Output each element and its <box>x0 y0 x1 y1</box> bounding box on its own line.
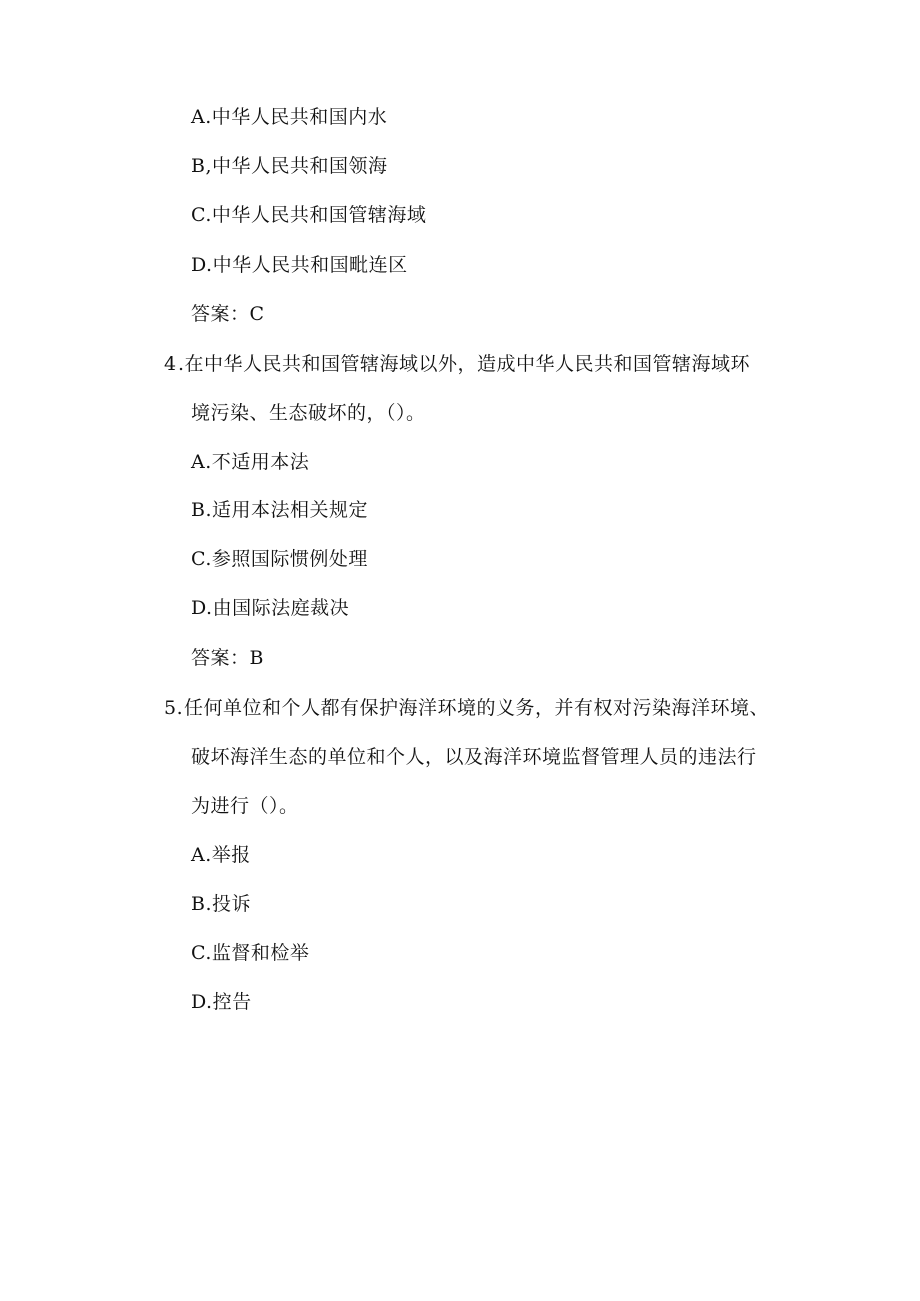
q4-option-d: D.由国际法庭裁决 <box>191 597 350 619</box>
q4-text-line-2: 境污染、生态破坏的，（）。 <box>191 402 426 424</box>
q5-text-line-3: 为进行（）。 <box>191 795 299 817</box>
q5-text-line-2: 破坏海洋生态的单位和个人，以及海洋环境监督管理人员的违法行 <box>191 746 757 768</box>
q4-number: 4 <box>164 353 177 375</box>
q4-option-b: B.适用本法相关规定 <box>191 499 369 521</box>
q3-option-b: B,中华人民共和国领海 <box>191 155 388 177</box>
q5-option-c: C.监督和检举 <box>191 942 310 964</box>
q5-number: 5. <box>164 697 184 719</box>
q3-option-a: A.中华人民共和国内水 <box>191 106 388 128</box>
q5-option-b: B.投诉 <box>191 893 252 915</box>
q5-option-d: D.控告 <box>191 991 252 1013</box>
q4-option-c: C.参照国际惯例处理 <box>191 548 368 570</box>
q5-option-a: A.举报 <box>191 844 251 866</box>
q3-answer: 答案：C <box>191 303 265 325</box>
q4-text-line-1: .在中华人民共和国管辖海域以外，造成中华人民共和国管辖海域环 <box>178 353 751 375</box>
q4-answer: 答案：B <box>191 647 264 669</box>
q5-text-line-1: 任何单位和个人都有保护海洋环境的义务，并有权对污染海洋环境、 <box>184 697 770 719</box>
q3-option-d: D.中华人民共和国毗连区 <box>191 254 408 276</box>
q4-option-a: A.不适用本法 <box>191 451 310 473</box>
q3-option-c: C.中华人民共和国管辖海域 <box>191 204 427 226</box>
